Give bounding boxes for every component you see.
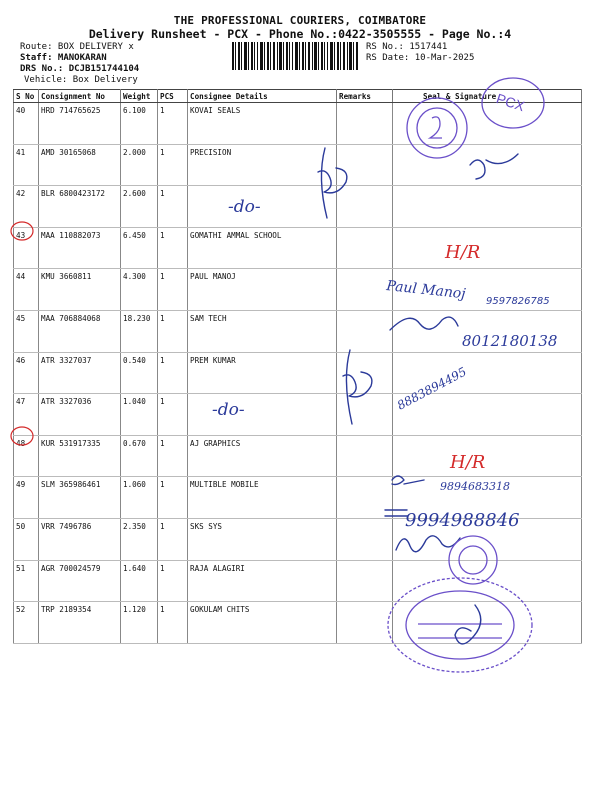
cell-sno: 44 (14, 269, 39, 311)
cell-sno: 46 (14, 352, 39, 394)
cell-consignment: KMU 3660811 (39, 269, 121, 311)
cell-sno: 41 (14, 144, 39, 186)
cell-remarks (337, 394, 393, 436)
cell-weight: 1.040 (121, 394, 158, 436)
cell-pcs: 1 (158, 477, 188, 519)
cell-remarks (337, 310, 393, 352)
cell-consignee: PREM KUMAR (188, 352, 337, 394)
cell-signature (393, 602, 582, 644)
cell-signature (393, 186, 582, 228)
cell-signature (393, 560, 582, 602)
cell-remarks (337, 352, 393, 394)
cell-consignee (188, 394, 337, 436)
cell-remarks (337, 103, 393, 145)
phone-row-44: 9597826785 (486, 296, 550, 307)
col-sno: S No (14, 90, 39, 103)
cell-sno: 42 (14, 186, 39, 228)
col-consignment: Consignment No (39, 90, 121, 103)
cell-consignee: GOKULAM CHITS (188, 602, 337, 644)
table-row (14, 269, 582, 311)
cell-pcs: 1 (158, 352, 188, 394)
phone-row-49: 9894683318 (440, 480, 510, 493)
cell-signature (393, 144, 582, 186)
cell-signature (393, 227, 582, 269)
cell-consignment: SLM 365986461 (39, 477, 121, 519)
cell-consignee: PAUL MANOJ (188, 269, 337, 311)
cell-consignment: BLR 6800423172 (39, 186, 121, 228)
cell-sno: 51 (14, 560, 39, 602)
cell-weight: 0.670 (121, 435, 158, 477)
cell-pcs: 1 (158, 269, 188, 311)
runsheet-table (13, 89, 582, 644)
cell-consignment: VRR 7496786 (39, 518, 121, 560)
col-consignee: Consignee Details (188, 90, 337, 103)
cell-signature (393, 435, 582, 477)
cell-weight: 0.540 (121, 352, 158, 394)
table-row (14, 144, 582, 186)
cell-sno: 43 (14, 227, 39, 269)
rs-number: RS No.: 1517441 (366, 42, 448, 52)
cell-pcs: 1 (158, 227, 188, 269)
table-row (14, 103, 582, 145)
paul-manoj-signature: Paul Manoj (385, 278, 467, 303)
cell-signature (393, 477, 582, 519)
cell-consignment: MAA 706884068 (39, 310, 121, 352)
phone-row-46: 8883894495 (394, 364, 469, 413)
table-row (14, 560, 582, 602)
cell-weight: 2.350 (121, 518, 158, 560)
hr-row-48: H/R (450, 452, 486, 473)
cell-weight: 2.000 (121, 144, 158, 186)
cell-weight: 1.640 (121, 560, 158, 602)
cell-consignment: ATR 3327037 (39, 352, 121, 394)
cell-sno: 52 (14, 602, 39, 644)
cell-signature (393, 269, 582, 311)
cell-sno: 48 (14, 435, 39, 477)
cell-signature (393, 310, 582, 352)
cell-consignment: ATR 3327036 (39, 394, 121, 436)
cell-consignee: SKS SYS (188, 518, 337, 560)
cell-weight: 1.120 (121, 602, 158, 644)
cell-signature (393, 518, 582, 560)
cell-sno: 40 (14, 103, 39, 145)
col-seal-signature: Seal & Signature (393, 90, 582, 103)
cell-weight: 18.230 (121, 310, 158, 352)
cell-remarks (337, 560, 393, 602)
cell-pcs: 1 (158, 435, 188, 477)
cell-pcs: 1 (158, 103, 188, 145)
cell-consignment: TRP 2189354 (39, 602, 121, 644)
table-row (14, 227, 582, 269)
cell-consignee: MULTIBLE MOBILE (188, 477, 337, 519)
cell-remarks (337, 269, 393, 311)
barcode-icon (232, 42, 358, 70)
cell-pcs: 1 (158, 144, 188, 186)
cell-sno: 47 (14, 394, 39, 436)
company-title: THE PROFESSIONAL COURIERS, COIMBATORE (173, 14, 427, 27)
runsheet-subtitle: Delivery Runsheet - PCX - Phone No.:0422-3505555 - Page No.:4 (88, 27, 512, 41)
cell-remarks (337, 477, 393, 519)
table-row (14, 352, 582, 394)
col-weight: Weight (121, 90, 158, 103)
col-remarks: Remarks (337, 90, 393, 103)
cell-consignee: KOVAI SEALS (188, 103, 337, 145)
cell-weight: 4.300 (121, 269, 158, 311)
staff-label: Staff: MANOKARAN (20, 53, 107, 63)
cell-weight: 2.600 (121, 186, 158, 228)
cell-remarks (337, 144, 393, 186)
cell-pcs: 1 (158, 186, 188, 228)
table-row (14, 477, 582, 519)
cell-remarks (337, 227, 393, 269)
pcx-stamp-text: PCX (494, 90, 527, 115)
hr-row-43: H/R (445, 242, 481, 263)
table-row (14, 518, 582, 560)
cell-sno: 49 (14, 477, 39, 519)
cell-weight: 6.450 (121, 227, 158, 269)
table-row (14, 602, 582, 644)
phone-row-45: 8012180138 (462, 332, 558, 350)
table-row (14, 394, 582, 436)
ditto-row-42: -do- (228, 197, 261, 217)
table-header-row (14, 90, 582, 103)
cell-pcs: 1 (158, 310, 188, 352)
cell-signature (393, 352, 582, 394)
table-row (14, 186, 582, 228)
drs-number: DRS No.: DCJB151744104 (20, 64, 140, 74)
cell-consignee: RAJA ALAGIRI (188, 560, 337, 602)
cell-pcs: 1 (158, 394, 188, 436)
cell-pcs: 1 (158, 560, 188, 602)
cell-remarks (337, 602, 393, 644)
cell-remarks (337, 518, 393, 560)
table-row (14, 310, 582, 352)
rs-date: RS Date: 10-Mar-2025 (366, 53, 475, 63)
cell-weight: 1.060 (121, 477, 158, 519)
cell-pcs: 1 (158, 518, 188, 560)
cell-signature (393, 394, 582, 436)
ditto-row-47: -do- (212, 400, 245, 420)
cell-weight: 6.100 (121, 103, 158, 145)
cell-consignment: KUR 531917335 (39, 435, 121, 477)
phone-row-50: 9994988846 (405, 510, 520, 531)
cell-sno: 50 (14, 518, 39, 560)
cell-signature (393, 103, 582, 145)
cell-remarks (337, 435, 393, 477)
cell-consignee: PRECISION (188, 144, 337, 186)
cell-consignee (188, 186, 337, 228)
cell-sno: 45 (14, 310, 39, 352)
cell-consignee: SAM TECH (188, 310, 337, 352)
cell-consignment: MAA 110882073 (39, 227, 121, 269)
cell-consignment: HRD 714765625 (39, 103, 121, 145)
cell-consignee: AJ GRAPHICS (188, 435, 337, 477)
cell-consignee: GOMATHI AMMAL SCHOOL (188, 227, 337, 269)
cell-consignment: AGR 700024579 (39, 560, 121, 602)
table-row (14, 435, 582, 477)
vehicle-label: Vehicle: Box Delivery (24, 75, 138, 85)
col-pcs: PCS (158, 90, 188, 103)
cell-pcs: 1 (158, 602, 188, 644)
cell-remarks (337, 186, 393, 228)
cell-consignment: AMD 30165068 (39, 144, 121, 186)
route-label: Route: BOX DELIVERY x (20, 42, 134, 52)
